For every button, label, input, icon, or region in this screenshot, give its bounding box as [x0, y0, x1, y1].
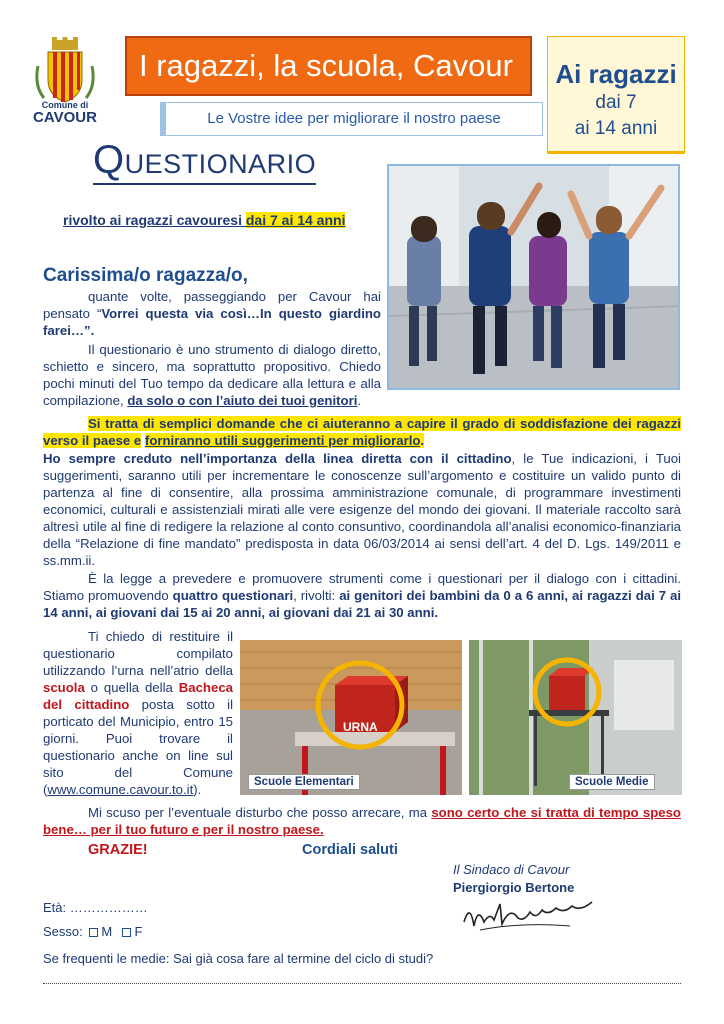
age-range-box: [547, 36, 685, 154]
age-box-line2: ai 14 anni: [574, 118, 658, 139]
p3-highlight-text: Si tratta di semplici domande che ci aiuteranno a capire il grado di soddisfazione dei ragazzi verso il paese e: [43, 416, 681, 448]
header-subtitle: Le Vostre idee per migliorare il nostro paese: [160, 102, 543, 136]
sesso-f-label: F: [134, 924, 143, 939]
document-title: [93, 138, 316, 185]
crest-label-top: Comune di: [41, 100, 89, 110]
paragraph-7: [43, 804, 681, 838]
p6-text-b: o quella della: [90, 680, 173, 695]
p6-text-a: Ti chiedo di restituire il questionario compilato utilizzando l’urna nell’atrio della: [43, 629, 233, 678]
eta-field[interactable]: Età: ………………: [43, 900, 148, 915]
p4-text: , le Tue indicazioni, i Tuoi suggerimenti, saranno utili per incrementare le conoscenze sull’argomento e costituire un valido punto di partenza al fine di consentire, alla prossima amministrazione comunale, di programmare investimenti economici, culturali e assistenziali mirati alle vere esigenze del mondo dei giovani. Il materiale raccolto sarà altresì utile al fine di redigere la relazione al conto consuntivo, coordinandola all’analisi economico-finanziaria della “Relazione di fine mandato” predisposta in data 06/03/2014 ai sensi dell’art. 4 del D. Lgs. 149/2011 e ss.mm.ii.: [43, 451, 681, 568]
checkbox-f[interactable]: [122, 928, 131, 937]
saluti-text: Cordiali saluti: [302, 842, 398, 858]
sesso-m-label: M: [101, 924, 113, 939]
greeting: Carissima/o ragazza/o,: [43, 265, 248, 286]
intro-p1-quote: Vorrei questa via così…In questo giardino farei…”.: [43, 306, 381, 338]
intro-paragraph-2: Il questionario è uno strumento di dialogo diretto, schietto e sincero, ma soprattutto propositivo. Chiedo pochi minuti del Tuo tempo da dedicare alla lettura e alla compilazione, da solo o con l’aiuto dei tuoi genitori.: [43, 342, 381, 408]
p5-text-c: , rivolti:: [293, 588, 336, 603]
paragraph-4: [43, 450, 681, 569]
intro-p2-text: Il questionario è uno strumento di dialogo diretto, schietto e sincero, ma soprattutto propositivo. Chiedo pochi minuti del Tuo tempo da dedicare alla lettura e alla compilazione,: [43, 342, 381, 408]
kids-running-illustration: [389, 166, 680, 390]
mayor-name: Piergiorgio Bertone: [453, 880, 575, 895]
intro-paragraphs: [43, 288, 381, 409]
p6-bacheca: Bacheca del cittadino: [43, 680, 233, 712]
document-title-rest: UESTIONARIO: [124, 149, 317, 179]
p4-bold-text: Ho sempre creduto nell’importanza della linea diretta con il cittadino: [43, 451, 512, 466]
p5-bold-targets: ai genitori dei bambini da 0 a 6 anni, ai ragazzi dai 7 ai 14 anni, ai giovani dai 15 ai 20 anni, ai giovani dai 21 ai 30 anni.: [43, 588, 682, 620]
audience-line: [63, 212, 345, 228]
p7-red-text: sono certo che si tratta di tempo speso bene… per il tuo futuro e per il nostro paese.: [43, 805, 681, 837]
urna-photo: [240, 640, 462, 795]
age-box-line1: dai 7: [595, 92, 637, 113]
answer-line[interactable]: [43, 980, 681, 984]
kids-running-photo: [387, 164, 680, 390]
p6-text-d: ).: [193, 782, 202, 797]
paragraph-3: Si tratta di semplici domande che ci aiuteranno a capire il grado di soddisfazione dei ragazzi verso il paese e forniranno utili suggerimenti per migliorarlo.: [43, 416, 681, 448]
p7-text: Mi scuso per l’eventuale disturbo che posso arrecare, ma: [88, 805, 428, 820]
p5-bold-count: quattro questionari: [172, 588, 294, 603]
website-link[interactable]: www.comune.cavour.to.it: [47, 782, 194, 797]
ballot-box-illustration: [240, 640, 462, 795]
p5-text-a: È la legge a prevedere e promuovere strumenti come i questionari per il dialogo con i cittadini. Stiamo promuovendo: [43, 571, 681, 603]
mayor-signature-icon: [460, 892, 600, 936]
audience-age-highlight: dai 7 ai 14 anni: [245, 212, 346, 228]
document-title-initial: Q: [93, 138, 125, 182]
sesso-label: Sesso:: [43, 924, 83, 939]
scuole-medie-photo: [469, 640, 682, 795]
p3-underlined-text: forniranno utili suggerimenti per migliorarlo: [144, 433, 421, 448]
intro-p1-text: quante volte, passeggiando per Cavour hai pensato “: [43, 289, 381, 321]
paragraph-5: [43, 570, 681, 621]
header-title: I ragazzi, la scuola, Cavour: [125, 36, 532, 96]
school-hall-illustration: [469, 640, 682, 795]
checkbox-m[interactable]: [89, 928, 98, 937]
p6-scuola: scuola: [43, 680, 85, 695]
urna-label: URNA: [343, 720, 378, 734]
medie-question: Se frequenti le medie: Sai già cosa fare al termine del ciclo di studi?: [43, 951, 434, 966]
crest-label-bottom: CAVOUR: [33, 109, 97, 126]
p6-text-c: posta sotto il porticato del Municipio, entro 15 giorni. Puoi trovare il questionario anche on line sul sito del Comune (: [43, 697, 233, 797]
caption-scuole-medie: Scuole Medie: [569, 774, 655, 790]
intro-paragraph-1: [43, 288, 381, 339]
age-box-title: Ai ragazzi: [555, 59, 677, 89]
municipal-crest: [30, 36, 100, 126]
grazie-text: GRAZIE!: [88, 842, 148, 858]
mayor-role: Il Sindaco di Cavour: [453, 862, 570, 877]
caption-scuole-elementari: Scuole Elementari: [248, 774, 360, 790]
intro-p2-underlined: da solo o con l’aiuto dei tuoi genitori: [127, 393, 358, 408]
audience-text: rivolto ai ragazzi cavouresi: [63, 212, 242, 228]
sesso-field: [43, 924, 142, 939]
paragraph-6: [43, 628, 233, 798]
